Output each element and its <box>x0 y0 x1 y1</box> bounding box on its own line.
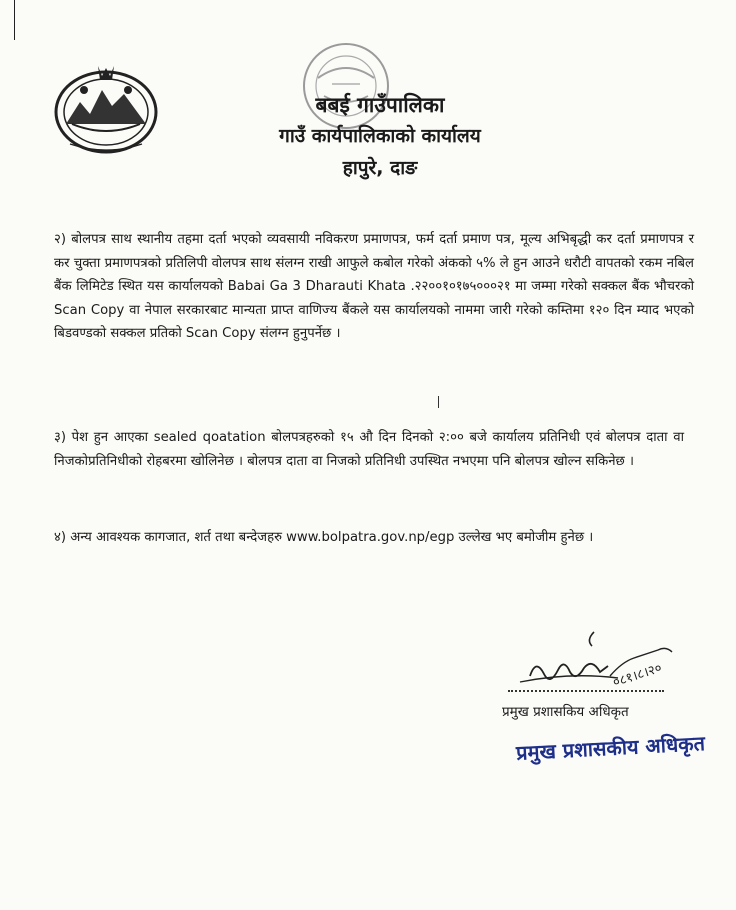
signatory-title: प्रमुख प्रशासकिय अधिकृत <box>502 704 629 720</box>
scan-edge-mark <box>14 0 15 40</box>
municipality-name: बबई गाउँपालिका <box>315 93 445 117</box>
official-seal-stamp: प्रमुख प्रशासकीय अधिकृत <box>515 731 706 765</box>
clause-2: २) बोलपत्र साथ स्थानीय तहमा दर्ता भएको व्यवसायी नविकरण प्रमाणपत्र, फर्म दर्ता प्रमाण पत्र, मूल्य अभिबृद्धी कर दर्ता प्रमाणपत्र र कर चुक्ता प्रमाणपत्रको प्रतिलिपी वोलपत्र साथ संलग्न राखी आफुले कबोल गरेको अंकको ५% ले हुन आउने धरौटी वापतको रकम नबिल बैंक लिमिटेड स्थित यस कार्यालयको Babai Ga 3 Dharauti Khata .२२००१०१७५०००२१ मा जम्मा गरेको सक्कल बैंक भौचरको Scan Copy वा नेपाल सरकारबाट मान्यता प्राप्त वाणिज्य बैंकले यस कार्यालयको नाममा जारी गरेको कम्तिमा १२० दिन म्याद भएको बिडवण्डको सक्कल प्रतिको Scan Copy संलग्न हुनुपर्नेछ । <box>54 232 694 341</box>
office-name: गाउँ कार्यपालिकाको कार्यालय <box>279 125 481 147</box>
svg-text:०८१।८।२०: ०८१।८।२० <box>611 660 664 691</box>
letterhead <box>180 90 580 184</box>
clause-3: ३) पेश हुन आएका sealed qoatation बोलपत्रहरुको १५ औ दिन दिनको २:०० बजे कार्यालय प्रतिनिधी एवं बोलपत्र दाता वा निजकोप्रतिनिधीको रोहबरमा खोलिनेछ । बोलपत्र दाता वा निजको प्रतिनिधी उपस्थित नभएमा पनि बोलपत्र खोल्न सकिनेछ । <box>54 430 684 469</box>
nepal-emblem-icon <box>50 60 162 160</box>
office-location: हापुरे, दाङ <box>342 157 418 179</box>
margin-tick-mark <box>438 396 439 408</box>
signature-line <box>508 690 664 692</box>
clause-4: ४) अन्य आवश्यक कागजात, शर्त तथा बन्देजहरु www.bolpatra.gov.np/egp उल्लेख भए बमोजीम हुनेछ । <box>54 530 594 545</box>
